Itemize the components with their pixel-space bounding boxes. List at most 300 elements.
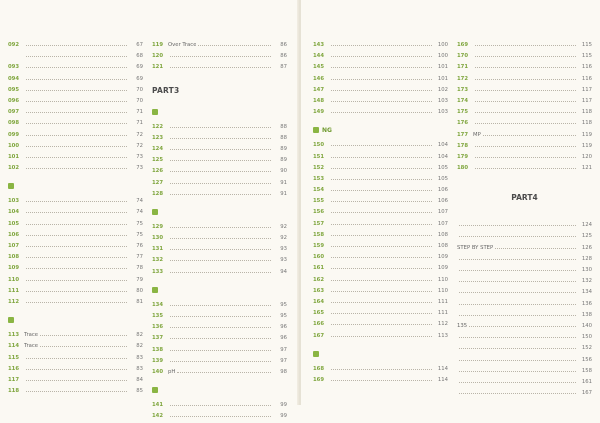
- entry-number: 124: [152, 145, 164, 152]
- section-marker-icon: [152, 109, 158, 115]
- entry-page: 109: [437, 254, 448, 261]
- dot-leader: [459, 229, 576, 237]
- entry-number: 095: [8, 86, 20, 93]
- toc-entry[interactable]: [8, 373, 143, 384]
- toc-entry[interactable]: [313, 161, 448, 172]
- entry-number: 145: [313, 64, 325, 71]
- toc-entry[interactable]: [152, 365, 287, 376]
- dot-leader: [331, 239, 432, 247]
- dot-leader: [170, 265, 271, 273]
- entry-page: 115: [581, 53, 592, 60]
- dot-leader: [459, 263, 576, 271]
- toc-entry[interactable]: [313, 150, 448, 161]
- entry-number: 121: [152, 64, 164, 71]
- toc-entry[interactable]: [152, 187, 287, 198]
- toc-entry[interactable]: [457, 83, 592, 94]
- entry-page: 111: [437, 298, 448, 305]
- toc-entry[interactable]: [8, 217, 143, 228]
- toc-entry[interactable]: [313, 373, 448, 384]
- entry-page: 70: [136, 97, 143, 104]
- entry-page: 112: [437, 321, 448, 328]
- entry-number: 147: [313, 86, 325, 93]
- entry-number: 165: [313, 310, 325, 317]
- entry-page: 134: [581, 289, 592, 296]
- toc-entry[interactable]: [457, 128, 592, 139]
- entry-number: 112: [8, 298, 20, 305]
- entry-number: 119: [152, 42, 164, 48]
- toc-entry[interactable]: [457, 49, 592, 60]
- dot-leader: [331, 72, 432, 80]
- toc-entry[interactable]: [152, 320, 287, 331]
- entry-number: 110: [8, 276, 20, 283]
- toc-entry[interactable]: [457, 263, 592, 274]
- dot-leader: [170, 320, 271, 328]
- toc-entry[interactable]: [313, 329, 448, 340]
- entry-page: 70: [136, 86, 143, 93]
- dot-leader: [475, 72, 576, 80]
- section-heading: [8, 178, 143, 194]
- entry-page: 119: [581, 131, 592, 138]
- entry-page: 83: [136, 365, 143, 372]
- dot-leader: [475, 38, 576, 46]
- entry-page: 72: [136, 131, 143, 138]
- entry-page: 108: [437, 243, 448, 249]
- toc-entry[interactable]: [313, 261, 448, 272]
- entry-number: 115: [8, 354, 20, 361]
- dot-leader: [331, 306, 432, 314]
- toc-entry[interactable]: [152, 131, 287, 142]
- entry-page: 92: [280, 235, 287, 242]
- entry-page: 118: [581, 120, 592, 127]
- dot-leader: [331, 250, 432, 258]
- toc-entry[interactable]: [8, 328, 143, 339]
- entry-number: 178: [457, 142, 469, 149]
- entry-number: 151: [313, 153, 325, 160]
- toc-entry[interactable]: [457, 285, 592, 296]
- entry-number: 101: [8, 153, 20, 160]
- entry-number: 171: [457, 64, 469, 71]
- toc-entry[interactable]: [313, 273, 448, 284]
- entry-page: 75: [136, 220, 143, 227]
- section-marker-icon: [8, 183, 14, 189]
- entry-page: 100: [437, 42, 448, 48]
- toc-entry[interactable]: [8, 94, 143, 105]
- dot-leader: [170, 354, 271, 362]
- entry-number: 149: [313, 109, 325, 116]
- dot-leader: [331, 317, 432, 325]
- toc-entry[interactable]: [457, 375, 592, 386]
- entry-number: 162: [313, 276, 325, 283]
- toc-entry[interactable]: [8, 150, 143, 161]
- entry-page: 106: [437, 187, 448, 194]
- entry-page: 95: [280, 313, 287, 319]
- toc-column: [152, 38, 287, 421]
- entry-number: 146: [313, 75, 325, 82]
- toc-entry[interactable]: [152, 164, 287, 175]
- toc-entry[interactable]: [457, 252, 592, 263]
- dot-leader: [26, 284, 127, 292]
- entry-page: 114: [437, 376, 448, 383]
- entry-page: 79: [136, 276, 143, 283]
- entry-number: 108: [8, 254, 20, 261]
- dot-leader: [26, 72, 127, 80]
- entry-page: 81: [136, 298, 143, 305]
- dot-leader: [331, 261, 432, 269]
- entry-number: 140: [152, 368, 164, 375]
- toc-entry[interactable]: [152, 331, 287, 342]
- dot-leader: [483, 128, 576, 136]
- toc-entry[interactable]: [152, 398, 287, 409]
- toc-entry[interactable]: [313, 38, 448, 49]
- entry-number: 100: [8, 142, 20, 149]
- dot-leader: [26, 273, 127, 281]
- dot-leader: [26, 83, 127, 91]
- toc-entry[interactable]: [152, 142, 287, 153]
- toc-entry[interactable]: [313, 194, 448, 205]
- dot-leader: [459, 341, 576, 349]
- dot-leader: [331, 295, 432, 303]
- dot-leader: [170, 153, 271, 161]
- toc-entry[interactable]: [8, 72, 143, 83]
- entry-page: 74: [136, 198, 143, 205]
- toc-entry[interactable]: [313, 183, 448, 194]
- toc-entry[interactable]: [8, 194, 143, 205]
- entry-number: 173: [457, 86, 469, 93]
- dot-leader: [331, 228, 432, 236]
- toc-column: [8, 38, 143, 395]
- dot-leader: [331, 373, 432, 381]
- dot-leader: [170, 343, 271, 351]
- toc-entry[interactable]: [313, 306, 448, 317]
- section-marker-icon: [8, 317, 14, 323]
- toc-entry[interactable]: [152, 231, 287, 242]
- toc-entry[interactable]: [8, 284, 143, 295]
- entry-number: 163: [313, 287, 325, 294]
- entry-number: 139: [152, 357, 164, 364]
- entry-number: 122: [152, 123, 164, 130]
- dot-leader: [459, 297, 576, 305]
- entry-page: 107: [437, 209, 448, 216]
- toc-entry[interactable]: [152, 38, 287, 49]
- entry-page: 105: [437, 175, 448, 182]
- toc-entry[interactable]: [313, 94, 448, 105]
- toc-entry[interactable]: [8, 105, 143, 116]
- dot-leader: [26, 384, 127, 392]
- toc-entry[interactable]: [152, 60, 287, 71]
- toc-entry[interactable]: [457, 38, 592, 49]
- toc-entry[interactable]: [313, 105, 448, 116]
- toc-entry[interactable]: [152, 409, 287, 420]
- entry-number: 172: [457, 75, 469, 82]
- toc-entry[interactable]: [457, 139, 592, 150]
- toc-entry[interactable]: [152, 343, 287, 354]
- dot-leader: [331, 161, 432, 169]
- entry-page: 103: [437, 97, 448, 104]
- entry-number: 109: [8, 265, 20, 272]
- entry-number: 125: [152, 157, 164, 164]
- toc-entry[interactable]: [457, 353, 592, 364]
- entry-number: 123: [152, 134, 164, 141]
- toc-entry[interactable]: [8, 362, 143, 373]
- entry-page: 75: [136, 231, 143, 238]
- toc-entry[interactable]: [313, 217, 448, 228]
- toc-entry[interactable]: [8, 339, 143, 350]
- toc-entry[interactable]: [313, 228, 448, 239]
- right-page: [301, 0, 600, 405]
- toc-entry[interactable]: [152, 220, 287, 231]
- entry-page: 110: [437, 287, 448, 294]
- entry-page: 138: [581, 311, 592, 318]
- toc-entry[interactable]: [152, 153, 287, 164]
- toc-entry[interactable]: [152, 265, 287, 276]
- entry-number: 096: [8, 97, 20, 104]
- entry-page: 86: [280, 42, 287, 48]
- entry-page: 125: [581, 233, 592, 240]
- toc-entry[interactable]: [8, 49, 143, 60]
- entry-number: 099: [8, 131, 20, 138]
- toc-entry[interactable]: [313, 362, 448, 373]
- dot-leader: [495, 241, 576, 249]
- toc-entry[interactable]: [8, 128, 143, 139]
- entry-page: 67: [136, 42, 143, 48]
- dot-leader: [26, 94, 127, 102]
- toc-entry[interactable]: [152, 49, 287, 60]
- entry-page: 161: [581, 378, 592, 385]
- toc-entry[interactable]: [457, 60, 592, 71]
- dot-leader: [170, 253, 271, 261]
- toc-entry[interactable]: [152, 242, 287, 253]
- dot-leader: [177, 365, 271, 373]
- entry-number: 158: [313, 231, 325, 238]
- toc-entry[interactable]: [313, 317, 448, 328]
- toc-entry[interactable]: [457, 308, 592, 319]
- entry-number: 143: [313, 42, 325, 48]
- entry-number: 128: [152, 190, 164, 197]
- entry-title: MP: [473, 131, 481, 138]
- entry-page: 83: [136, 354, 143, 361]
- dot-leader: [170, 309, 271, 317]
- toc-entry[interactable]: [457, 72, 592, 83]
- entry-page: 115: [581, 42, 592, 48]
- toc-entry[interactable]: [457, 105, 592, 116]
- entry-page: 99: [280, 402, 287, 409]
- entry-page: 98: [280, 368, 287, 375]
- dot-leader: [26, 60, 127, 68]
- toc-entry[interactable]: [457, 150, 592, 161]
- entry-page: 105: [437, 164, 448, 171]
- toc-entry[interactable]: [8, 228, 143, 239]
- entry-title: Over Trace: [168, 42, 197, 48]
- entry-number: 103: [8, 198, 20, 205]
- entry-number: 152: [313, 164, 325, 171]
- dot-leader: [459, 308, 576, 316]
- entry-page: 121: [581, 165, 592, 172]
- entry-number: 097: [8, 109, 20, 116]
- dot-leader: [26, 217, 127, 225]
- dot-leader: [26, 295, 127, 303]
- toc-entry[interactable]: [313, 239, 448, 250]
- entry-page: 93: [280, 246, 287, 253]
- toc-entry[interactable]: [152, 354, 287, 365]
- toc-entry[interactable]: [457, 364, 592, 375]
- toc-entry[interactable]: [8, 273, 143, 284]
- toc-entry[interactable]: [457, 241, 592, 252]
- dot-leader: [40, 339, 127, 347]
- toc-entry[interactable]: [313, 250, 448, 261]
- toc-entry[interactable]: [8, 205, 143, 216]
- entry-number: 106: [8, 231, 20, 238]
- entry-page: 136: [581, 300, 592, 307]
- dot-leader: [331, 105, 432, 113]
- dot-leader: [475, 105, 576, 113]
- toc-entry[interactable]: [152, 253, 287, 264]
- entry-number: 132: [152, 257, 164, 264]
- section-heading: [313, 346, 448, 362]
- dot-leader: [170, 131, 271, 139]
- entry-number: 144: [313, 53, 325, 60]
- entry-page: 132: [581, 278, 592, 285]
- toc-entry[interactable]: [313, 72, 448, 83]
- entry-page: 77: [136, 254, 143, 261]
- entry-number: 169: [313, 376, 325, 383]
- toc-entry[interactable]: [313, 295, 448, 306]
- dot-leader: [26, 351, 127, 359]
- toc-entry[interactable]: [8, 60, 143, 71]
- toc-entry[interactable]: [457, 218, 592, 229]
- toc-entry[interactable]: [457, 94, 592, 105]
- entry-page: 114: [437, 365, 448, 372]
- entry-title: Trace: [24, 343, 39, 350]
- section-heading: [8, 312, 143, 328]
- toc-entry[interactable]: [313, 83, 448, 94]
- entry-page: 91: [280, 190, 287, 197]
- entry-number: 098: [8, 120, 20, 127]
- toc-entry[interactable]: [8, 250, 143, 261]
- entry-page: 116: [581, 75, 592, 82]
- toc-entry[interactable]: [152, 298, 287, 309]
- section-marker-icon: [152, 287, 158, 293]
- entry-number: 114: [8, 343, 20, 350]
- entry-page: 84: [136, 376, 143, 383]
- toc-entry[interactable]: [8, 239, 143, 250]
- entry-page: 73: [136, 153, 143, 160]
- entry-number: 179: [457, 153, 469, 160]
- dot-leader: [26, 250, 127, 258]
- toc-entry[interactable]: [152, 120, 287, 131]
- toc-entry[interactable]: [313, 284, 448, 295]
- toc-entry[interactable]: [457, 319, 592, 330]
- entry-page: 91: [280, 179, 287, 186]
- entry-number: 160: [313, 254, 325, 261]
- dot-leader: [26, 105, 127, 113]
- part-heading: PART3: [152, 86, 180, 96]
- dot-leader: [459, 330, 576, 338]
- entry-page: 108: [437, 231, 448, 238]
- dot-leader: [475, 60, 576, 68]
- entry-page: 95: [280, 301, 287, 308]
- entry-number: 105: [8, 220, 20, 227]
- entry-number: 168: [313, 365, 325, 372]
- entry-page: 118: [581, 109, 592, 116]
- section-heading: [152, 382, 287, 398]
- toc-entry[interactable]: [8, 116, 143, 127]
- entry-page: 130: [581, 267, 592, 273]
- toc-entry[interactable]: [8, 139, 143, 150]
- left-page: [0, 0, 299, 420]
- toc-entry[interactable]: [457, 330, 592, 341]
- dot-leader: [26, 194, 127, 202]
- dot-leader: [475, 94, 576, 102]
- toc-entry[interactable]: [457, 274, 592, 285]
- part-heading-line1: PART4: [511, 193, 538, 203]
- toc-entry[interactable]: [8, 83, 143, 94]
- toc-entry[interactable]: [8, 384, 143, 395]
- toc-entry[interactable]: [8, 161, 143, 172]
- entry-number: 134: [152, 301, 164, 308]
- toc-entry[interactable]: [457, 341, 592, 352]
- entry-page: 71: [136, 109, 143, 116]
- dot-leader: [40, 328, 127, 336]
- dot-leader: [475, 49, 576, 57]
- dot-leader: [475, 83, 576, 91]
- toc-entry[interactable]: [152, 176, 287, 187]
- toc-entry[interactable]: [313, 60, 448, 71]
- toc-entry[interactable]: [313, 138, 448, 149]
- toc-entry[interactable]: [152, 309, 287, 320]
- entry-page: 104: [437, 153, 448, 160]
- dot-leader: [331, 273, 432, 281]
- toc-entry[interactable]: [457, 386, 592, 397]
- dot-leader: [26, 228, 127, 236]
- dot-leader: [459, 285, 576, 293]
- dot-leader: [331, 94, 432, 102]
- dot-leader: [331, 172, 432, 180]
- dot-leader: [331, 362, 432, 370]
- entry-page: 99: [280, 413, 287, 420]
- toc-entry[interactable]: [313, 49, 448, 60]
- toc-entry[interactable]: [8, 295, 143, 306]
- entry-number: 116: [8, 365, 20, 372]
- entry-page: 82: [136, 332, 143, 339]
- toc-entry[interactable]: [313, 205, 448, 216]
- entry-number: 142: [152, 413, 164, 420]
- toc-entry[interactable]: [457, 116, 592, 127]
- section-marker-icon: [152, 209, 158, 215]
- dot-leader: [459, 364, 576, 372]
- toc-entry[interactable]: [8, 261, 143, 272]
- toc-entry[interactable]: [457, 161, 592, 172]
- entry-number: 133: [152, 268, 164, 275]
- section-marker-icon: [313, 351, 319, 357]
- toc-entry[interactable]: [8, 38, 143, 49]
- dot-leader: [170, 220, 271, 228]
- entry-page: 110: [437, 276, 448, 283]
- entry-page: 89: [280, 157, 287, 164]
- entry-page: 92: [280, 223, 287, 230]
- dot-leader: [26, 150, 127, 158]
- toc-entry[interactable]: [457, 229, 592, 240]
- toc-entry[interactable]: [8, 351, 143, 362]
- section-heading: [313, 122, 448, 138]
- entry-number: 107: [8, 243, 20, 249]
- entry-page: 119: [581, 142, 592, 149]
- toc-entry[interactable]: [457, 297, 592, 308]
- entry-page: 76: [136, 243, 143, 249]
- dot-leader: [331, 183, 432, 191]
- toc-entry[interactable]: [313, 172, 448, 183]
- dot-leader: [170, 231, 271, 239]
- entry-page: 97: [280, 346, 287, 353]
